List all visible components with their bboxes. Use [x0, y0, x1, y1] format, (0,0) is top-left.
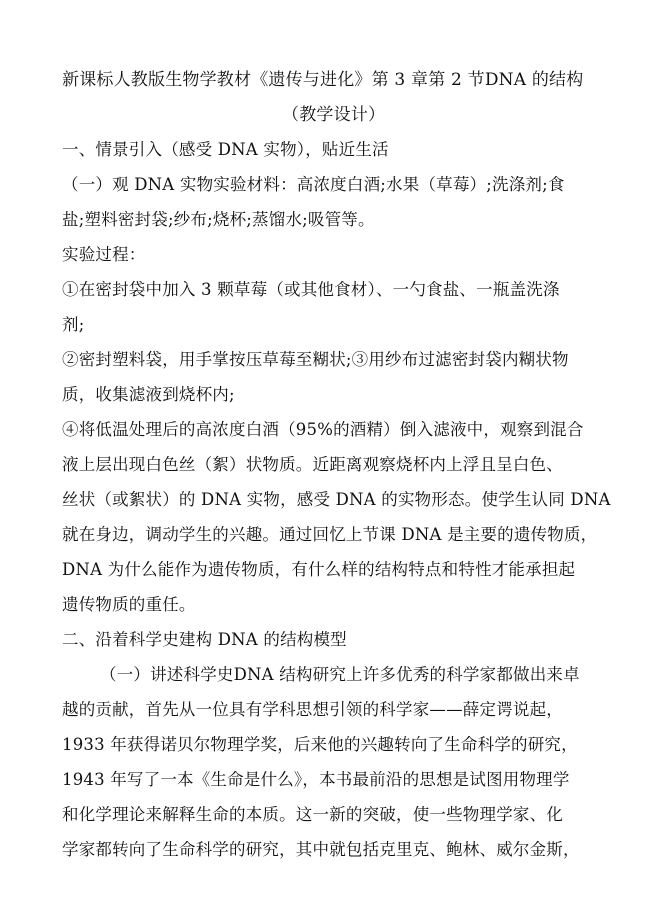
paragraph-line: 学家都转向了生命科学的研究，其中就包括克里克、鲍林、威尔金斯，	[62, 840, 580, 859]
step-line: 遗传物质的重任。	[62, 595, 196, 614]
materials-line: 盐;塑料密封袋;纱布;烧杯;蒸馏水;吸管等。	[62, 210, 375, 229]
step-line: ④将低温处理后的高浓度白酒（95%的酒精）倒入滤液中，观察到混合	[62, 420, 584, 439]
step-line: DNA 为什么能作为遗传物质，有什么样的结构特点和特性才能承担起	[62, 560, 576, 579]
section2-heading: 二、沿着科学史建构 DNA 的结构模型	[62, 630, 347, 649]
paragraph-line: 和化学理论来解释生命的本质。这一新的突破，使一些物理学家、化	[62, 805, 563, 824]
process-heading: 实验过程：	[62, 245, 146, 264]
step-line: 液上层出现白色丝（絮）状物质。近距离观察烧杯内上浮且呈白色、	[62, 455, 563, 474]
step-line: ①在密封袋中加入 3 颗草莓（或其他食材）、一勺食盐、一瓶盖洗涤	[62, 280, 560, 299]
step-line: 就在身边，调动学生的兴趣。通过回忆上节课 DNA 是主要的遗传物质，	[62, 525, 598, 544]
document-subtitle: （教学设计）	[282, 105, 386, 125]
step-line: 剂;	[62, 315, 85, 334]
section1-heading: 一、情景引入（感受 DNA 实物），贴近生活	[62, 140, 389, 159]
materials-line: （一）观 DNA 实物实验材料：高浓度白酒;水果（草莓）;洗涤剂;食	[62, 175, 565, 194]
step-line: 质，收集滤液到烧杯内;	[62, 385, 235, 404]
paragraph-line: （一）讲述科学史DNA 结构研究上许多优秀的科学家都做出来卓	[100, 665, 580, 684]
step-line: ②密封塑料袋，用手掌按压草莓至糊状;③用纱布过滤密封袋内糊状物	[62, 350, 569, 369]
step-line: 丝状（或絮状）的 DNA 实物，感受 DNA 的实物形态。使学生认同 DNA	[62, 490, 611, 509]
paragraph-line: 1943 年写了一本《生命是什么》，本书最前沿的思想是试图用物理学	[62, 770, 570, 789]
paragraph-line: 越的贡献，首先从一位具有学科思想引领的科学家——薛定谔说起，	[62, 700, 563, 719]
document-title: 新课标人教版生物学教材《遗传与进化》第 3 章第 2 节DNA 的结构	[62, 70, 584, 90]
paragraph-line: 1933 年获得诺贝尔物理学奖，后来他的兴趣转向了生命科学的研究，	[62, 735, 578, 754]
